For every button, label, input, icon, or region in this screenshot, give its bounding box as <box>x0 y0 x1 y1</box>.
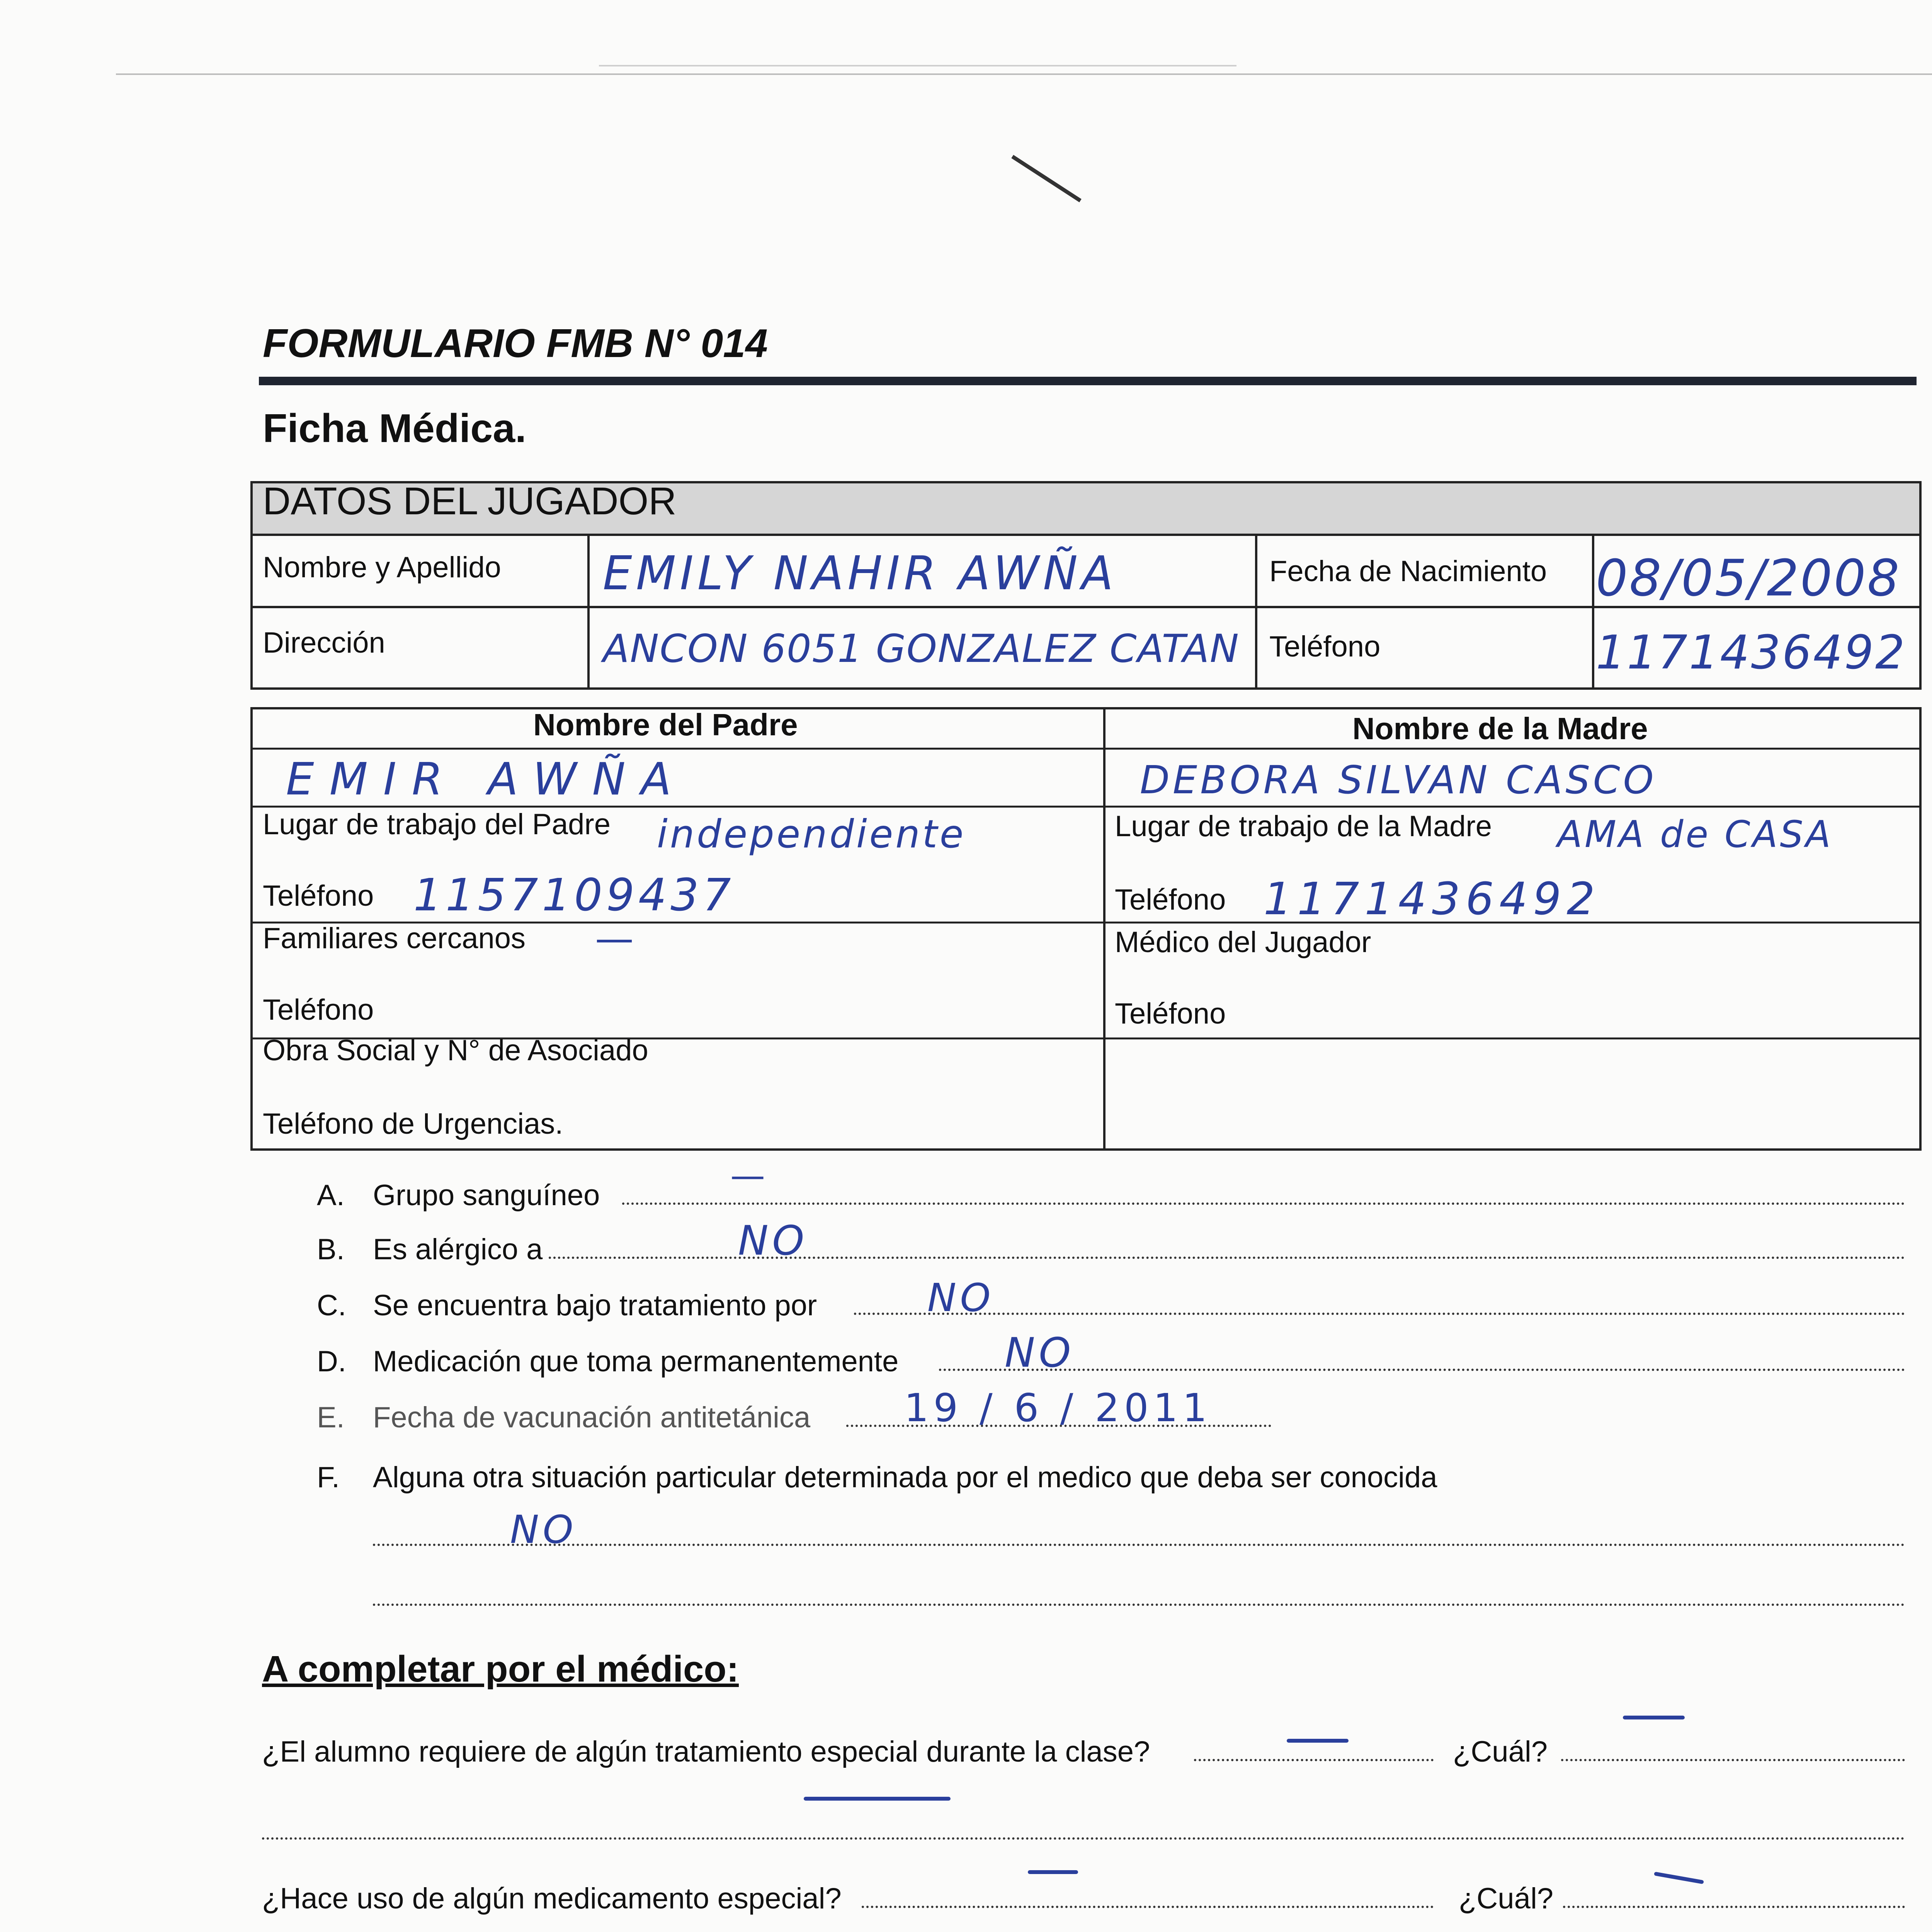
doctor-label: Médico del Jugador <box>1115 926 1371 959</box>
mother-phone-field[interactable]: 1171436492 <box>1264 873 1600 925</box>
question-letter: C. <box>317 1289 346 1322</box>
phone-field[interactable]: 1171436492 <box>1596 626 1906 680</box>
father-work-field[interactable]: independiente <box>657 811 966 857</box>
dash-mark <box>1028 1870 1078 1874</box>
relatives-label: Familiares cercanos <box>263 922 526 955</box>
question-letter: E. <box>317 1401 345 1434</box>
page-title: Ficha Médica. <box>263 406 526 451</box>
relatives-field[interactable]: — <box>595 916 634 961</box>
dash-mark <box>1623 1716 1685 1719</box>
dotted-line <box>1194 1759 1434 1761</box>
name-label: Nombre y Apellido <box>263 551 501 584</box>
dotted-line <box>373 1544 1905 1546</box>
insurance-label: Obra Social y N° de Asociado <box>263 1034 648 1067</box>
allergy-answer[interactable]: NO <box>738 1217 808 1264</box>
medication-label: Medicación que toma permanentemente <box>373 1345 899 1378</box>
form-code: FORMULARIO FMB N° 014 <box>263 321 768 366</box>
dotted-line <box>373 1604 1905 1606</box>
father-phone-field[interactable]: 1157109437 <box>413 869 735 921</box>
medication-answer[interactable]: NO <box>1005 1329 1075 1376</box>
question-letter: A. <box>317 1179 345 1212</box>
father-header: Nombre del Padre <box>533 707 798 742</box>
question-letter: B. <box>317 1233 345 1266</box>
dotted-line <box>854 1313 1905 1315</box>
dotted-line <box>1561 1759 1905 1761</box>
phone-label: Teléfono <box>1269 630 1381 663</box>
emergency-phone-label: Teléfono de Urgencias. <box>263 1107 563 1140</box>
mother-header: Nombre de la Madre <box>1352 711 1648 746</box>
blood-group-answer[interactable]: — <box>730 1155 765 1196</box>
pen-mark <box>1011 155 1082 202</box>
birth-date-label: Fecha de Nacimiento <box>1269 555 1547 588</box>
birth-date-field[interactable]: 08/05/2008 <box>1596 549 1901 607</box>
special-medication-question: ¿Hace uso de algún medicamento especial? <box>262 1882 842 1915</box>
mother-phone-label: Teléfono <box>1115 883 1226 916</box>
relatives-phone-label: Teléfono <box>263 993 374 1026</box>
blood-group-label: Grupo sanguíneo <box>373 1179 600 1212</box>
mother-work-field[interactable]: AMA de CASA <box>1557 813 1833 856</box>
row-divider <box>250 748 1922 750</box>
doctor-phone-label: Teléfono <box>1115 997 1226 1030</box>
mother-work-label: Lugar de trabajo de la Madre <box>1115 810 1492 843</box>
treatment-label: Se encuentra bajo tratamiento por <box>373 1289 817 1322</box>
father-phone-label: Teléfono <box>263 879 374 912</box>
dash-mark <box>1287 1739 1349 1743</box>
question-letter: D. <box>317 1345 346 1378</box>
allergy-label: Es alérgico a <box>373 1233 543 1266</box>
other-situation-answer[interactable]: NO <box>510 1507 577 1552</box>
mother-name-field[interactable]: DEBORA SILVAN CASCO <box>1140 757 1657 803</box>
special-treatment-which-label: ¿Cuál? <box>1453 1735 1548 1768</box>
name-field[interactable]: EMILY NAHIR AWÑA <box>603 547 1117 600</box>
dash-mark <box>1654 1872 1704 1884</box>
special-medication-which-label: ¿Cuál? <box>1459 1882 1553 1915</box>
question-letter: F. <box>317 1461 340 1494</box>
father-work-label: Lugar de trabajo del Padre <box>263 808 611 841</box>
dotted-line <box>1563 1906 1905 1908</box>
section-player-title: DATOS DEL JUGADOR <box>263 480 677 523</box>
tetanus-label: Fecha de vacunación antitetánica <box>373 1401 811 1434</box>
tetanus-date-answer[interactable]: 19 / 6 / 2011 <box>904 1385 1212 1430</box>
dotted-line <box>622 1202 1905 1205</box>
father-name-field[interactable]: EMIR AWÑA <box>286 753 687 805</box>
treatment-answer[interactable]: NO <box>927 1275 995 1320</box>
address-field[interactable]: ANCON 6051 GONZALEZ CATAN <box>603 626 1240 671</box>
other-situation-label: Alguna otra situación particular determinada por el medico que deba ser conocida <box>373 1461 1437 1494</box>
col-divider <box>587 534 590 690</box>
col-divider <box>1103 707 1105 1151</box>
header-rule <box>259 377 1917 385</box>
dotted-line <box>939 1369 1905 1371</box>
doctor-section-heading: A completar por el médico: <box>262 1648 739 1690</box>
col-divider <box>1255 534 1257 690</box>
row-divider <box>250 534 1922 536</box>
scan-edge-line <box>599 65 1236 66</box>
col-divider <box>1592 534 1594 690</box>
dotted-line <box>862 1906 1434 1908</box>
scan-edge-line <box>116 73 1932 75</box>
address-label: Dirección <box>263 626 385 659</box>
dash-mark <box>804 1797 951 1801</box>
dotted-line <box>262 1837 1905 1840</box>
special-treatment-question: ¿El alumno requiere de algún tratamiento especial durante la clase? <box>262 1735 1150 1768</box>
